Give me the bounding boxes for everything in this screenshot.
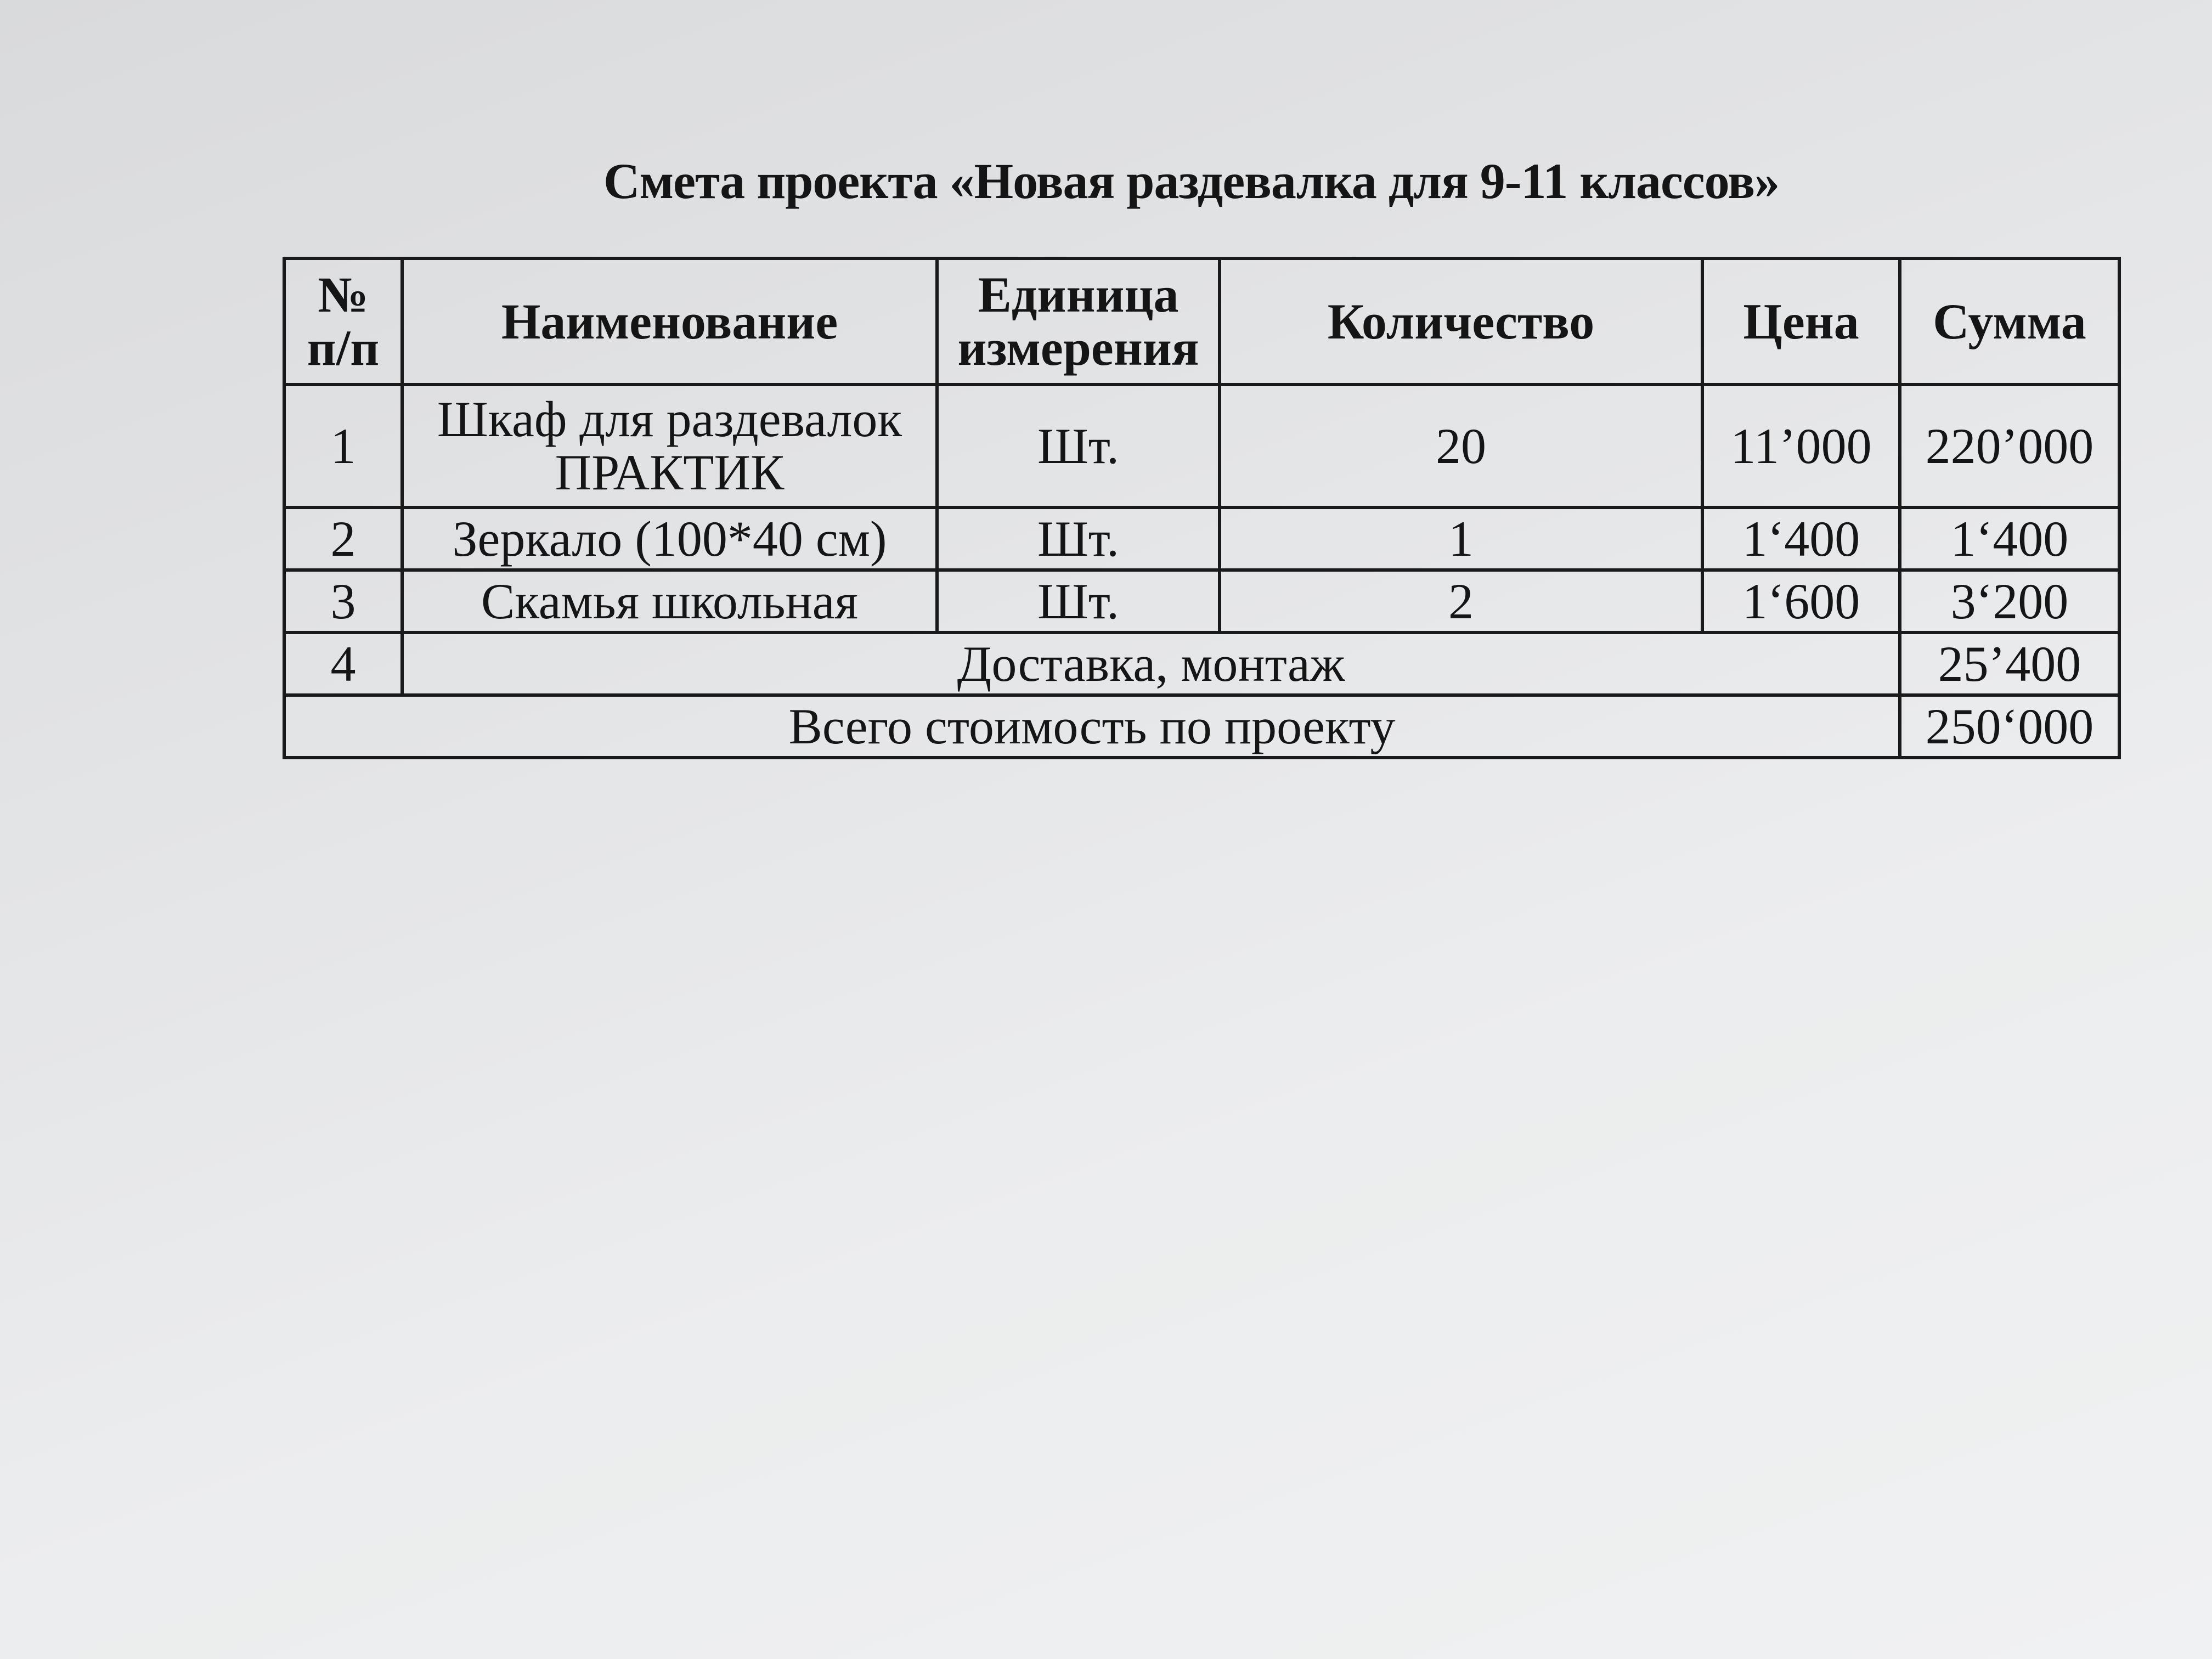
header-quantity: Количество bbox=[1220, 258, 1702, 385]
row-unit: Шт. bbox=[937, 570, 1220, 633]
row-sum: 220’000 bbox=[1900, 385, 2119, 507]
row-unit: Шт. bbox=[937, 507, 1220, 570]
row-quantity: 1 bbox=[1220, 507, 1702, 570]
row-number: 2 bbox=[284, 507, 402, 570]
delivery-sum: 25’400 bbox=[1900, 633, 2119, 695]
row-number: 3 bbox=[284, 570, 402, 633]
header-number-line2: п/п bbox=[307, 320, 380, 376]
header-name: Наименование bbox=[402, 258, 937, 385]
header-number bbox=[284, 258, 402, 385]
row-name: Зеркало (100*40 см) bbox=[402, 507, 937, 570]
delivery-row bbox=[284, 633, 2119, 695]
row-name-line1: Шкаф для раздевалок bbox=[437, 391, 902, 448]
header-price: Цена bbox=[1702, 258, 1900, 385]
header-number-line1: № bbox=[318, 267, 369, 323]
row-name-line2: ПРАКТИК bbox=[555, 444, 785, 500]
table-header-row bbox=[284, 258, 2119, 385]
table-row bbox=[284, 570, 2119, 633]
delivery-label: Доставка, монтаж bbox=[402, 633, 1900, 695]
row-sum: 1‘400 bbox=[1900, 507, 2119, 570]
row-price: 1‘600 bbox=[1702, 570, 1900, 633]
total-sum: 250‘000 bbox=[1900, 695, 2119, 758]
total-label: Всего стоимость по проекту bbox=[284, 695, 1900, 758]
header-unit-line1: Единица bbox=[978, 267, 1179, 323]
table-row bbox=[284, 385, 2119, 507]
row-unit: Шт. bbox=[937, 385, 1220, 507]
row-quantity: 2 bbox=[1220, 570, 1702, 633]
header-sum: Сумма bbox=[1900, 258, 2119, 385]
row-quantity: 20 bbox=[1220, 385, 1702, 507]
delivery-number: 4 bbox=[284, 633, 402, 695]
estimate-table bbox=[283, 257, 2121, 759]
row-price: 1‘400 bbox=[1702, 507, 1900, 570]
header-unit bbox=[937, 258, 1220, 385]
total-row bbox=[284, 695, 2119, 758]
row-price: 11’000 bbox=[1702, 385, 1900, 507]
row-name bbox=[402, 385, 937, 507]
table-row bbox=[284, 507, 2119, 570]
document-title: Смета проекта «Новая раздевалка для 9-11 классов» bbox=[603, 153, 1780, 209]
row-number: 1 bbox=[284, 385, 402, 507]
row-name: Скамья школьная bbox=[402, 570, 937, 633]
row-sum: 3‘200 bbox=[1900, 570, 2119, 633]
header-unit-line2: измерения bbox=[957, 320, 1199, 376]
